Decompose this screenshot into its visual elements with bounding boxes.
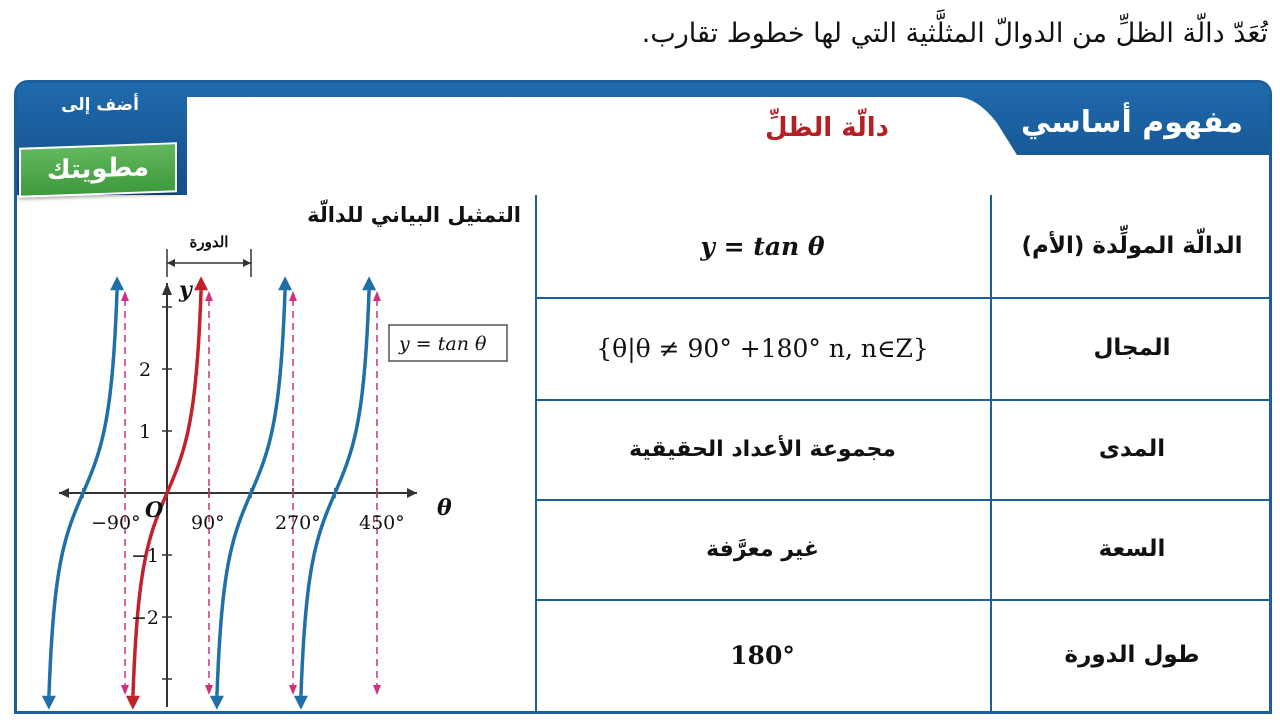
parent-function-label: الدالّة المولِّدة (الأم) [1021, 233, 1243, 259]
y-axis-arrow [162, 283, 172, 295]
x-tick-label: 450° [359, 512, 405, 534]
key-concept-box [14, 80, 1272, 714]
asymptote-arrow [373, 685, 381, 695]
domain-value: {θ|θ ≠ 90° +180° n, n∈Z} [535, 297, 992, 399]
tan-graph [17, 195, 535, 711]
range-label: المدى [1098, 436, 1166, 462]
asymptote-arrow [121, 685, 129, 695]
asymptote-arrow [373, 291, 381, 301]
range-value: مجموعة الأعداد الحقيقية [535, 399, 992, 499]
table-row [535, 499, 1272, 601]
tan-branch-arrow [210, 696, 224, 710]
x-axis-arrow [407, 488, 417, 498]
domain-label: المجال [1093, 335, 1171, 361]
y-axis-label: y [179, 277, 192, 303]
period-label: الدورة [189, 233, 229, 251]
y-tick-label: −1 [131, 545, 160, 567]
key-concept-label: مفهوم أساسي [1020, 105, 1243, 140]
period-label: طول الدورة [1064, 642, 1200, 668]
tan-branch-arrow [42, 696, 56, 710]
header-band [17, 83, 1269, 195]
legend-label: y = tan θ [399, 333, 487, 355]
tan-branch-highlighted-arrow [126, 696, 140, 710]
y-tick-label: 1 [139, 421, 152, 443]
amplitude-value: غير معرَّفة [535, 499, 992, 599]
asymptote-arrow [205, 685, 213, 695]
tan-branch-arrow [294, 696, 308, 710]
properties-table [535, 195, 1272, 711]
tan-branch-highlighted-arrow [194, 276, 208, 290]
tan-branch-arrow [362, 276, 376, 290]
parent-function-value: y = tan θ [535, 195, 992, 297]
origin-label: O [145, 497, 164, 522]
x-tick-label: −90° [91, 512, 141, 534]
x-axis-label: θ [437, 495, 452, 521]
intro-text: تُعَدّ دالّة الظلِّ من الدوالّ المثلَّثية التي لها خطوط تقارب. [641, 18, 1268, 49]
table-row [535, 399, 1272, 501]
graph-title: التمثيل البياني للدالّة [307, 203, 521, 227]
concept-title: دالّة الظلِّ [764, 113, 889, 143]
content-grid [17, 195, 1269, 711]
asymptote-arrow [289, 685, 297, 695]
graph-panel [17, 195, 537, 711]
tan-branch-arrow [278, 276, 292, 290]
y-tick-label: 2 [139, 359, 152, 381]
period-arrow [167, 259, 175, 267]
x-axis-arrow-left [59, 488, 69, 498]
x-tick-label: 270° [275, 512, 321, 534]
asymptote-arrow [121, 291, 129, 301]
asymptote-arrow [289, 291, 297, 301]
add-to-label: أضف إلى [61, 95, 139, 115]
x-tick-label: 90° [191, 512, 225, 534]
amplitude-label: السعة [1098, 536, 1166, 562]
tan-branch-arrow [110, 276, 124, 290]
y-tick-label: −2 [131, 607, 160, 629]
table-row [535, 195, 1272, 299]
foldable-badge[interactable]: مطويتك [19, 142, 177, 198]
table-row [535, 297, 1272, 401]
period-value: 180° [535, 599, 992, 711]
table-row [535, 599, 1272, 711]
period-arrow [243, 259, 251, 267]
asymptote-arrow [205, 291, 213, 301]
